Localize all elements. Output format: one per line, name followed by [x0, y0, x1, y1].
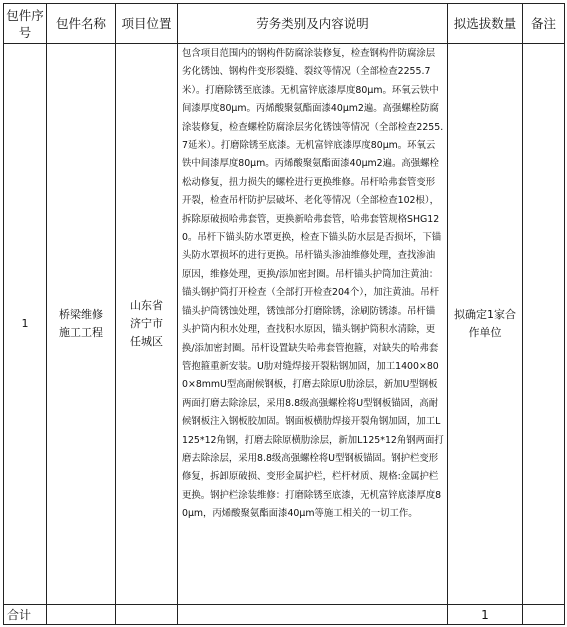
row-quantity: 拟确定1家合作单位 — [448, 44, 523, 605]
procurement-table — [3, 3, 565, 625]
total-quantity: 1 — [448, 605, 523, 625]
total-label: 合计 — [4, 605, 47, 625]
row-package-no: 1 — [4, 44, 47, 605]
total-empty-description — [178, 605, 448, 625]
table-row — [4, 44, 565, 605]
row-remark — [523, 44, 565, 605]
row-location: 山东省济宁市任城区 — [116, 44, 178, 605]
header-package-name: 包件名称 — [47, 4, 116, 44]
header-location: 项目位置 — [116, 4, 178, 44]
row-service-description: 包含项目范围内的钢构件防腐涂装修复，检查钢构件防腐涂层劣化锈蚀、钢构件变形裂缝、裂纹等情况（全部检查2255.7米）。打磨除锈至底漆。无机富锌底漆厚度80μm。环氧云铁中间漆厚度80μm。丙烯酸聚氨酯面漆40μm2遍。高强螺栓防腐涂装修复，检查螺栓防腐涂层劣化锈蚀等情况（全部检查2255.7延米）。打磨除锈至底漆。无机富锌底漆厚度80μm。环氧云铁中间漆厚度80μm。丙烯酸聚氨酯面漆40μm2遍。高强螺栓松动修复，扭力损失的螺栓进行更换维修。吊杆哈弗套管变形开裂，检查吊杆防护层破坏、老化等情况（全部检查102根），拆除原破损哈弗套管，更换新哈弗套管，哈弗套管规格SHG120。吊杆下锚头防水罩更换，检查下锚头防水层是否损坏，下锚头防水罩损坏的进行更换。吊杆锚头渗油维修处理，查找渗油原因，维修处理，更换/添加密封圈。吊杆锚头护筒加注黄油：锚头钢护筒打开检查（全部打开检查204个），加注黄油。吊杆锚头护筒锈蚀处理，锈蚀部分打磨除锈，涂刷防锈漆。吊杆锚头护筒内积水处理，查找积水原因，锚头钢护筒积水清除，更换/添加密封圈。吊杆设置缺失哈弗套管抱箍，对缺失的哈弗套管抱箍重新安装。U肋对缝焊接开裂粘钢加固，加工1400×800×8mmU型高耐候钢板，打磨去除原U肋涂层，新加U型钢板两面打磨去除涂层，采用8.8级高强螺栓将U型钢板锚固，高耐候钢板注入钢板胶加固。钢面板横肋焊接开裂角钢加固，加工L125*12角钢，打磨去除原横肋涂层，新加L125*12角钢两面打磨去除涂层，采用8.8级高强螺栓将U型钢板锚固。钢护栏变形修复，拆卸原破损、变形金属护栏，栏杆材质、规格:金属护栏更换。钢护栏涂装维修：打磨除锈至底漆，无机富锌底漆厚度80μm，丙烯酸聚氨酯面漆40μm等施工相关的一切工作。 — [178, 44, 448, 605]
total-row — [4, 605, 565, 625]
header-package-no: 包件序号 — [4, 4, 47, 44]
header-service-description: 劳务类别及内容说明 — [178, 4, 448, 44]
total-empty-name — [47, 605, 116, 625]
total-empty-location — [116, 605, 178, 625]
header-quantity: 拟选拔数量 — [448, 4, 523, 44]
header-row — [4, 4, 565, 44]
total-empty-remark — [523, 605, 565, 625]
row-package-name: 桥梁维修施工工程 — [47, 44, 116, 605]
header-remark: 备注 — [523, 4, 565, 44]
